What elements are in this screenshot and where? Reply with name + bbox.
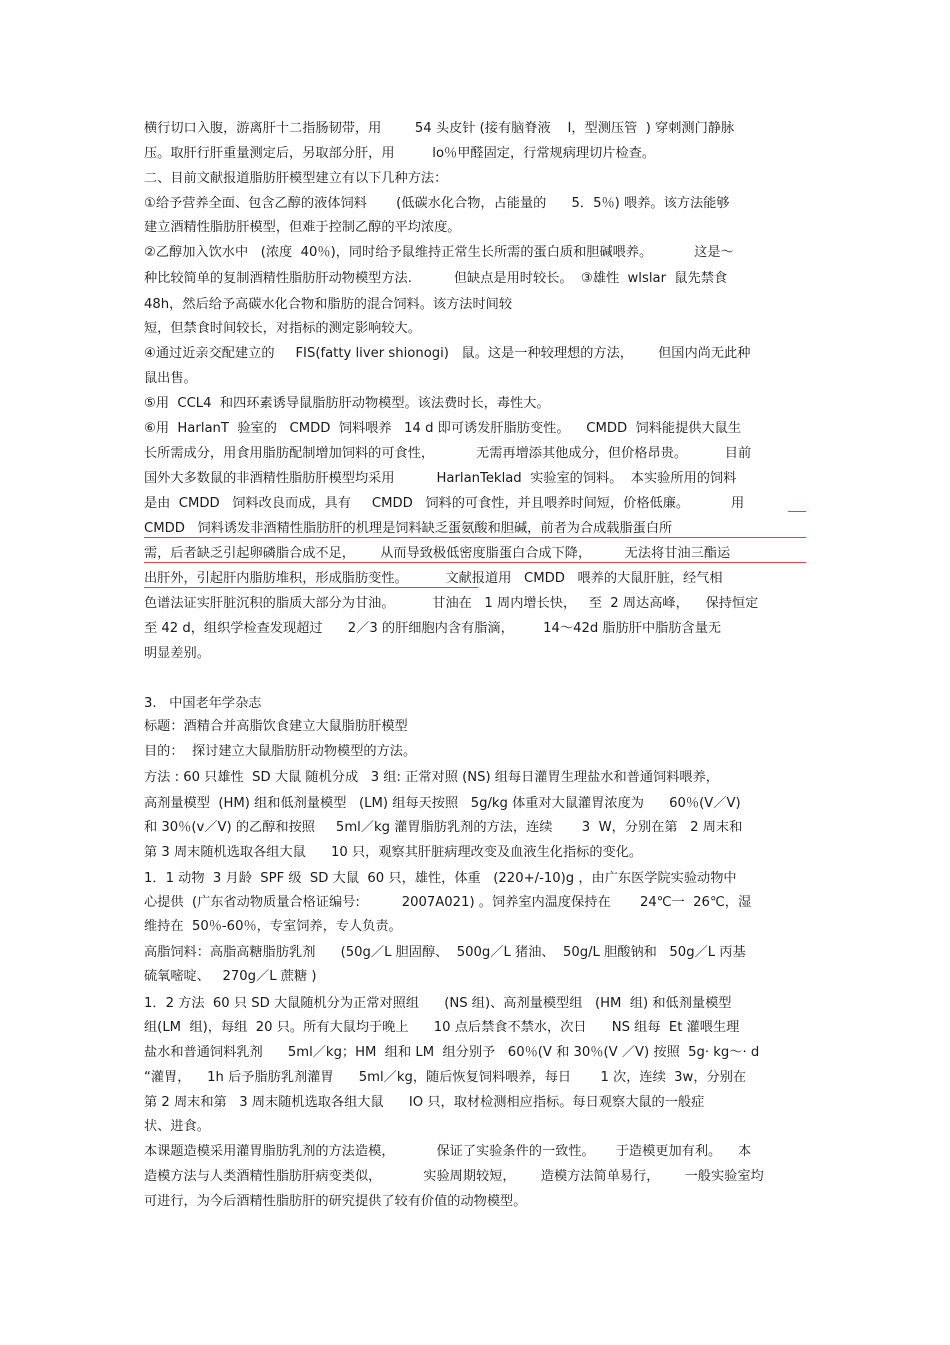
text-line: 至 42 d，组织学检查发现超过 2／3 的肝细胞内含有脂滴， 14～42d 脂肪肝中脂肪含量无 xyxy=(144,621,722,636)
text-line: 第 2 周末和第 3 周末随机选取各组大鼠 IO 只，取材检测相应指标。每日观察大鼠的一般症 xyxy=(144,1095,705,1110)
text-line: 二、目前文献报道脂肪肝模型建立有以下几种方法： xyxy=(144,171,448,186)
text-line: 明显差别。 xyxy=(144,646,210,661)
text-line: 鼠出售。 xyxy=(144,371,197,386)
text-line: ⑤用 CCL4 和四环素诱导鼠脂肪肝动物模型。该法费时长，毒性大。 xyxy=(144,396,550,411)
text-line: 硫氧嘧啶、 270g／L 蔗糖 ) xyxy=(144,969,317,984)
text-line: 建立酒精性脂肪肝模型，但难于控制乙醇的平均浓度。 xyxy=(144,220,461,235)
text-line: 横行切口入腹，游离肝十二指肠韧带，用 54 头皮针 (接有脑脊液 I，型测压管 ) 穿刺测门静脉 xyxy=(144,121,735,136)
text-line: ④通过近亲交配建立的 FIS(fatty liver shionogi) 鼠。这是一种较理想的方法， 但国内尚无此种 xyxy=(144,346,751,361)
highlight-underline xyxy=(144,587,478,588)
text-line: ①给予营养全面、包含乙醇的液体饲料 (低碳水化合物，占能量的 5．5％) 喂养。该方法能够 xyxy=(144,196,730,211)
text-line: 状、进食。 xyxy=(144,1119,210,1134)
text-line: 是由 CMDD 饲料改良而成，具有 CMDD 饲料的可食性，并且喂养时间短，价格低廉。 用 xyxy=(144,496,745,511)
text-line: 高脂饲料：高脂高糖脂肪乳剂 (50g／L 胆固醇、 500g／L 猪油、 50g/L 胆酸钠和 50g／L 丙基 xyxy=(144,945,746,960)
text-line: 压。取肝行肝重量测定后，另取部分肝，用 lo％甲醛固定，行常规病理切片检查。 xyxy=(144,146,656,161)
text-line: 第 3 周末随机选取各组大鼠 10 只，观察其肝脏病理改变及血液生化指标的变化。 xyxy=(144,845,643,860)
text-line: 维持在 50％-60％，专室饲养，专人负责。 xyxy=(144,919,402,934)
text-line: 国外大多数鼠的非酒精性脂肪肝模型均采用 HarlanTeklad 实验室的饲料。 本实验所用的饲料 xyxy=(144,471,737,486)
text-line: 心提供 (广东省动物质量合格证编号: 2007A021) 。饲养室内温度保持在 24℃一 26℃，湿 xyxy=(144,895,752,910)
highlight-underline xyxy=(144,562,806,563)
highlight-underline xyxy=(788,511,806,512)
text-line: 色谱法证实肝脏沉积的脂质大部分为甘油。 甘油在 1 周内增长快， 至 2 周达高峰， 保持恒定 xyxy=(144,596,759,611)
text-line: 48h，然后给予高碳水化合物和脂肪的混合饲料。该方法时间较 xyxy=(144,297,513,312)
text-line-highlighted: 出肝外，引起肝内脂肪堆积，形成脂肪变性。 文献报道用 CMDD 喂养的大鼠肝脏，经气相 xyxy=(144,571,723,586)
text-line: 可进行，为今后酒精性脂肪肝的研究提供了较有价值的动物模型。 xyxy=(144,1194,527,1209)
text-line: 1．2 方法 60 只 SD 大鼠随机分为正常对照组 (NS 组)、高剂量模型组 (HM 组) 和低剂量模型 xyxy=(144,996,732,1011)
text-line-highlighted: 需，后者缺乏引起卵磷脂合成不足， 从而导致极低密度脂蛋白合成下降， 无法将甘油三酯运 xyxy=(144,546,731,561)
text-line: 方法 : 60 只雄性 SD 大鼠 随机分成 3 组: 正常对照 (NS) 组每日灌胃生理盐水和普通饲料喂养， xyxy=(144,770,719,785)
text-line: 组(LM 组)，每组 20 只。所有大鼠均于晚上 10 点后禁食不禁水，次日 NS 组每 Et 灌喂生理 xyxy=(144,1020,740,1035)
text-line: 目的： 探讨建立大鼠脂肪肝动物模型的方法。 xyxy=(144,744,417,759)
text-line: 种比较简单的复制酒精性脂肪肝动物模型方法. 但缺点是用时较长。 ③雄性 wlslar 鼠先禁食 xyxy=(144,271,728,286)
text-line: 和 30％(v／V) 的乙醇和按照 5ml／kg 灌胃脂肪乳剂的方法，连续 3 W，分别在第 2 周末和 xyxy=(144,820,743,835)
text-line: ⑥用 HarlanT 验室的 CMDD 饲料喂养 14 d 即可诱发肝脂肪变性。 CMDD 饲料能提供大鼠生 xyxy=(144,421,742,436)
text-line-highlighted: CMDD 饲料诱发非酒精性脂肪肝的机理是饲料缺乏蛋氨酸和胆碱，前者为合成载脂蛋白所 xyxy=(144,521,673,536)
text-line: 造模方法与人类酒精性脂肪肝病变类似， 实验周期较短， 造模方法简单易行， 一般实验室均 xyxy=(144,1169,764,1184)
highlight-underline xyxy=(144,537,806,538)
text-line: 1．1 动物 3 月龄 SPF 级 SD 大鼠 60 只，雄性，体重 (220+/-10)g ，由广东医学院实验动物中 xyxy=(144,871,737,886)
text-line: 长所需成分，用食用脂肪配制增加饲料的可食性， 无需再增添其他成分，但价格昂贵。 目前 xyxy=(144,446,752,461)
text-line: 标题：酒精合并高脂饮食建立大鼠脂肪肝模型 xyxy=(144,719,408,734)
text-line: 短，但禁食时间较长，对指标的测定影响较大。 xyxy=(144,321,421,336)
text-line: 本课题造模采用灌胃脂肪乳剂的方法造模， 保证了实验条件的一致性。 于造模更加有利。 本 xyxy=(144,1144,752,1159)
text-line: 盐水和普通饲料乳剂 5ml／kg；HM 组和 LM 组分别予 60％(V 和 30％(V ／V) 按照 5g· kg～· d xyxy=(144,1045,760,1060)
text-line: 高剂量模型 (HM) 组和低剂量模型 (LM) 组每天按照 5g/kg 体重对大鼠灌胃浓度为 60％(V／V) xyxy=(144,796,741,811)
section-heading: 3. 中国老年学杂志 xyxy=(144,696,262,711)
text-line: ②乙醇加入饮水中 (浓度 40％)，同时给予鼠维持正常生长所需的蛋白质和胆碱喂养。 这是～ xyxy=(144,245,734,260)
text-line: “灌胃， 1h 后予脂肪乳剂灌胃 5ml／kg，随后恢复饲料喂养，每日 1 次，连续 3w，分别在 xyxy=(144,1070,747,1085)
